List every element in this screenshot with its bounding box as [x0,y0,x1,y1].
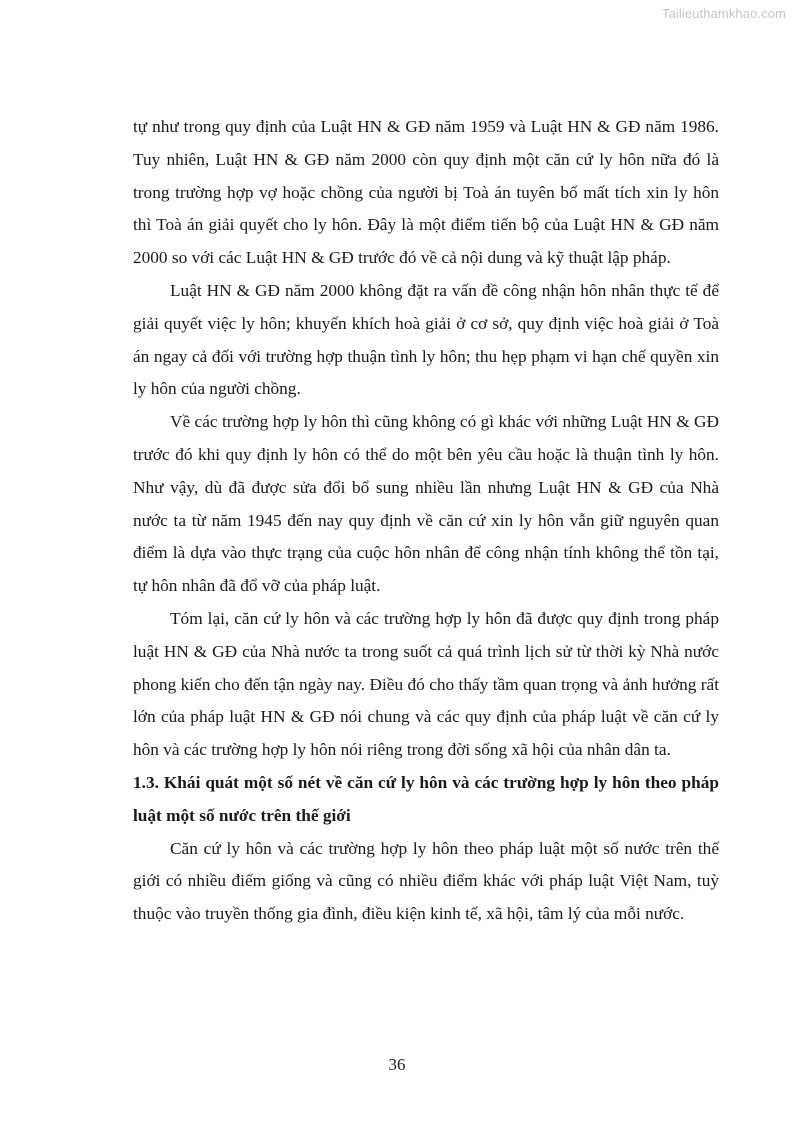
paragraph-law-2000: Luật HN & GĐ năm 2000 không đặt ra vấn đề công nhận hôn nhân thực tế để giải quyết việc ly hôn; khuyến khích hoà giải ở cơ sở, quy định việc hoà giải ở Toà án ngay cả đối với trường hợp thuận tình ly hôn; thu hẹp phạm vi hạn chế quyền xin ly hôn của người chồng. [133,280,719,399]
section-heading: 1.3. Khái quát một số nét về căn cứ ly hôn và các trường hợp ly hôn theo pháp luật một số nước trên thế giới [133,772,719,825]
watermark-text: Tailieuthamkhao.com [661,6,786,21]
paragraph-summary: Tóm lại, căn cứ ly hôn và các trường hợp ly hôn đã được quy định trong pháp luật HN & GĐ của Nhà nước ta trong suốt cả quá trình lịch sử từ thời kỳ Nhà nước phong kiến cho đến tận ngày nay. Điều đó cho thấy tầm quan trọng và ảnh hưởng rất lớn của pháp luật HN & GĐ nói chung và các quy định của pháp luật về căn cứ ly hôn và các trường hợp ly hôn nói riêng trong đời sống xã hội của nhân dân ta. [133,608,719,760]
paragraph-section-intro: Căn cứ ly hôn và các trường hợp ly hôn theo pháp luật một số nước trên thế giới có nhiều điểm giống và cũng có nhiều điểm khác với pháp luật Việt Nam, tuỳ thuộc vào truyền thống gia đình, điều kiện kinh tế, xã hội, tâm lý của mỗi nước. [133,838,719,924]
paragraph-continuation: tự như trong quy định của Luật HN & GĐ năm 1959 và Luật HN & GĐ năm 1986. Tuy nhiên, Luật HN & GĐ năm 2000 còn quy định một căn cứ ly hôn nữa đó là trong trường hợp vợ hoặc chồng của người bị Toà án tuyên bố mất tích xin ly hôn thì Toà án giải quyết cho ly hôn. Đây là một điểm tiến bộ của Luật HN & GĐ năm 2000 so với các Luật HN & GĐ trước đó về cả nội dung và kỹ thuật lập pháp. [133,117,719,268]
page-number: 36 [388,1055,406,1074]
document-body [133,111,719,931]
paragraph-divorce-cases: Về các trường hợp ly hôn thì cũng không có gì khác với những Luật HN & GĐ trước đó khi quy định ly hôn có thể do một bên yêu cầu hoặc là thuận tình ly hôn. Như vậy, dù đã được sửa đổi bổ sung nhiều lần nhưng Luật HN & GĐ của Nhà nước ta từ năm 1945 đến nay quy định về căn cứ xin ly hôn vẫn giữ nguyên quan điểm là dựa vào thực trạng của cuộc hôn nhân để công nhận tính không thể tồn tại, tự hôn nhân đã đổ vỡ của pháp luật. [133,412,719,596]
